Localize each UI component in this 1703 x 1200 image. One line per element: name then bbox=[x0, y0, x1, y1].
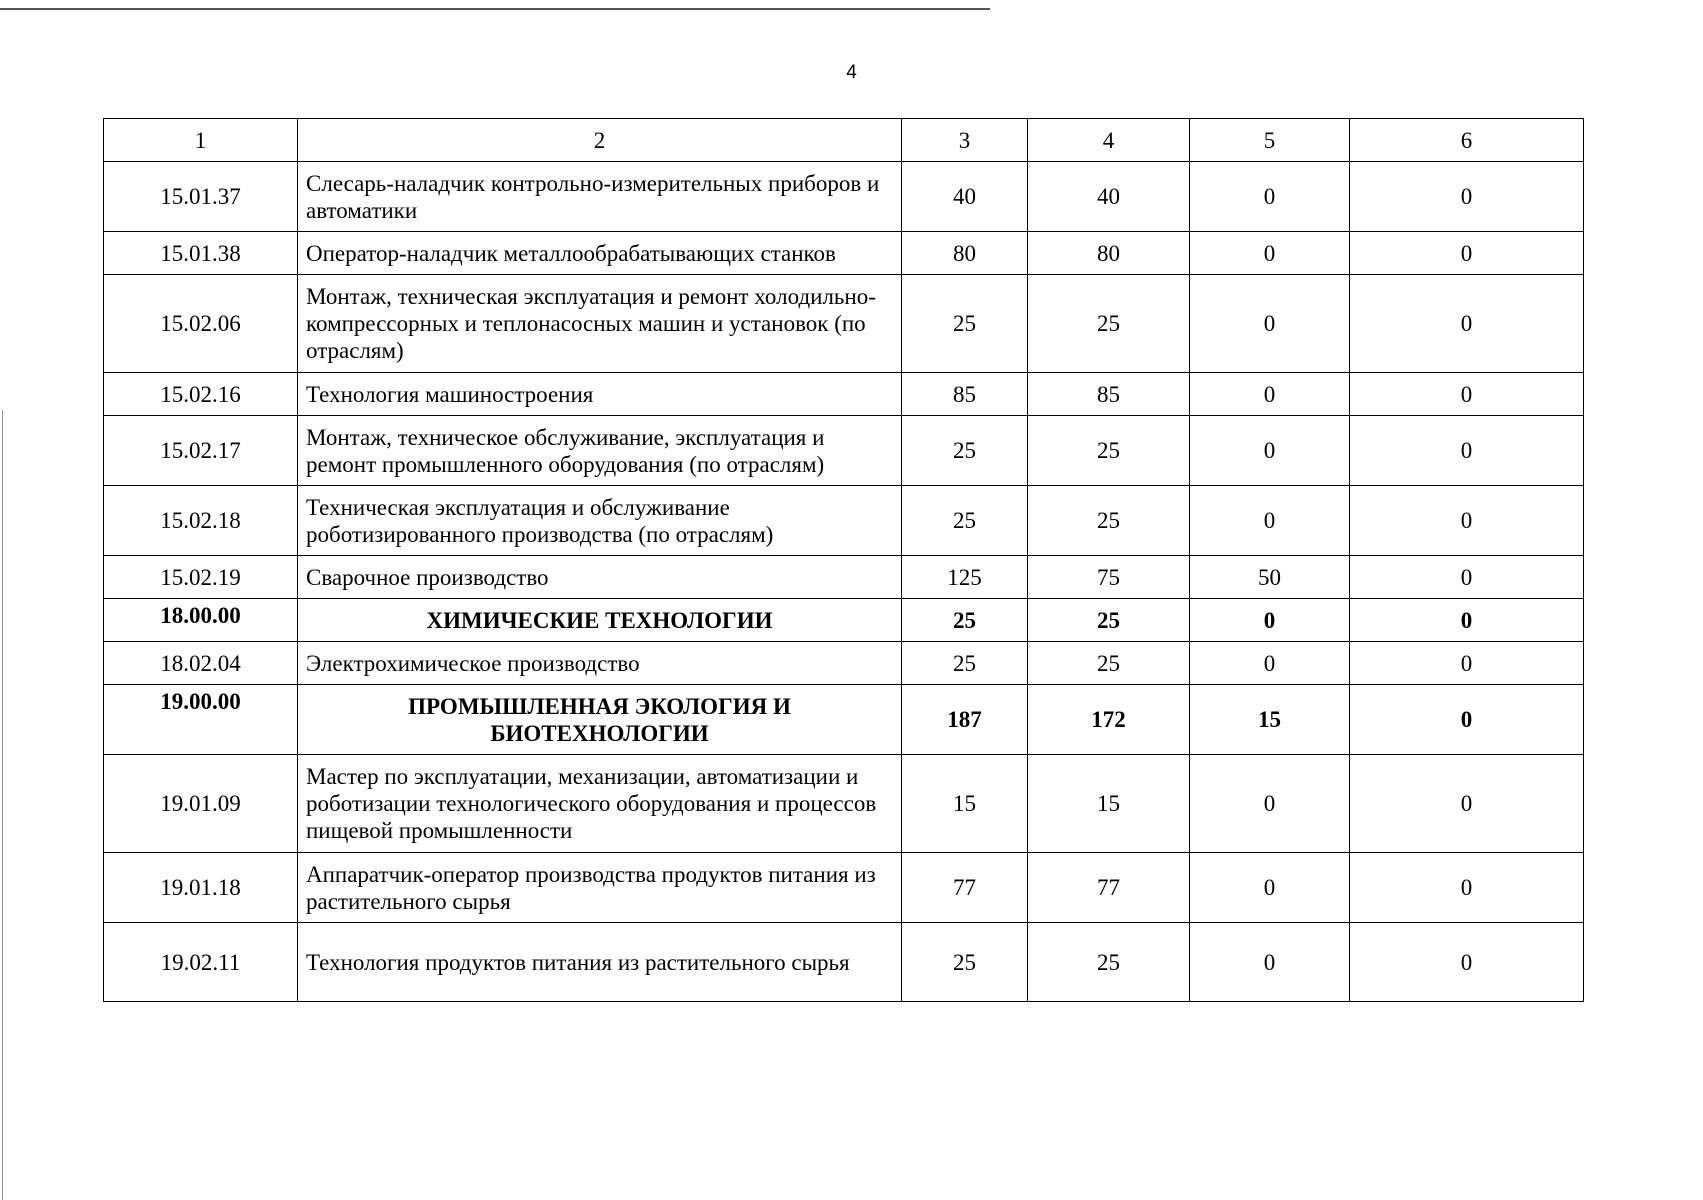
table-row bbox=[104, 486, 1584, 556]
section-row bbox=[104, 599, 1584, 642]
row-name: Мастер по эксплуатации, механизации, автоматизации и роботизации технологического оборудования и процессов пищевой промышленности bbox=[298, 755, 902, 853]
section-col5: 0 bbox=[1190, 599, 1350, 642]
section-row bbox=[104, 685, 1584, 755]
section-col6: 0 bbox=[1350, 685, 1584, 755]
row-col6: 0 bbox=[1350, 162, 1584, 232]
row-name: Технология продуктов питания из растительного сырья bbox=[298, 923, 902, 1002]
section-col3: 187 bbox=[902, 685, 1028, 755]
table-row bbox=[104, 275, 1584, 373]
row-col3: 77 bbox=[902, 853, 1028, 923]
section-col5: 15 bbox=[1190, 685, 1350, 755]
row-col3: 25 bbox=[902, 416, 1028, 486]
header-cell-2: 2 bbox=[298, 119, 902, 162]
table-row bbox=[104, 755, 1584, 853]
header-cell-5: 5 bbox=[1190, 119, 1350, 162]
row-col4: 75 bbox=[1028, 556, 1190, 599]
row-code: 15.01.38 bbox=[104, 232, 298, 275]
row-col3: 85 bbox=[902, 373, 1028, 416]
row-col5: 0 bbox=[1190, 923, 1350, 1002]
row-col6: 0 bbox=[1350, 642, 1584, 685]
row-name: Оператор-наладчик металлообрабатывающих станков bbox=[298, 232, 902, 275]
section-col3: 25 bbox=[902, 599, 1028, 642]
page-number: 4 bbox=[846, 62, 857, 83]
row-col5: 0 bbox=[1190, 755, 1350, 853]
row-name: Монтаж, техническое обслуживание, эксплуатация и ремонт промышленного оборудования (по отраслям) bbox=[298, 416, 902, 486]
row-code: 15.02.19 bbox=[104, 556, 298, 599]
row-col4: 85 bbox=[1028, 373, 1190, 416]
row-col6: 0 bbox=[1350, 853, 1584, 923]
quota-table bbox=[103, 118, 1584, 1002]
table-row bbox=[104, 556, 1584, 599]
row-col5: 0 bbox=[1190, 232, 1350, 275]
row-col6: 0 bbox=[1350, 232, 1584, 275]
row-code: 18.02.04 bbox=[104, 642, 298, 685]
header-cell-3: 3 bbox=[902, 119, 1028, 162]
row-col4: 40 bbox=[1028, 162, 1190, 232]
row-col5: 0 bbox=[1190, 275, 1350, 373]
header-cell-1: 1 bbox=[104, 119, 298, 162]
row-col6: 0 bbox=[1350, 275, 1584, 373]
row-col4: 25 bbox=[1028, 416, 1190, 486]
row-col6: 0 bbox=[1350, 923, 1584, 1002]
row-col4: 25 bbox=[1028, 486, 1190, 556]
row-code: 15.02.17 bbox=[104, 416, 298, 486]
row-col4: 25 bbox=[1028, 642, 1190, 685]
header-cell-4: 4 bbox=[1028, 119, 1190, 162]
row-col6: 0 bbox=[1350, 373, 1584, 416]
section-code: 18.00.00 bbox=[104, 599, 298, 642]
row-name: Монтаж, техническая эксплуатация и ремонт холодильно-компрессорных и теплонасосных машин и установок (по отраслям) bbox=[298, 275, 902, 373]
table-row bbox=[104, 642, 1584, 685]
section-col6: 0 bbox=[1350, 599, 1584, 642]
row-col5: 0 bbox=[1190, 162, 1350, 232]
row-col5: 0 bbox=[1190, 642, 1350, 685]
row-col5: 0 bbox=[1190, 853, 1350, 923]
row-code: 15.01.37 bbox=[104, 162, 298, 232]
row-name: Технология машиностроения bbox=[298, 373, 902, 416]
row-col3: 25 bbox=[902, 642, 1028, 685]
row-col3: 25 bbox=[902, 275, 1028, 373]
table-row bbox=[104, 373, 1584, 416]
table-row bbox=[104, 416, 1584, 486]
row-col5: 0 bbox=[1190, 486, 1350, 556]
row-col4: 15 bbox=[1028, 755, 1190, 853]
section-code: 19.00.00 bbox=[104, 685, 298, 755]
row-name: Электрохимическое производство bbox=[298, 642, 902, 685]
section-title: ХИМИЧЕСКИЕ ТЕХНОЛОГИИ bbox=[298, 599, 902, 642]
row-col3: 80 bbox=[902, 232, 1028, 275]
scan-edge-line-top bbox=[0, 8, 990, 10]
row-col6: 0 bbox=[1350, 416, 1584, 486]
section-col4: 172 bbox=[1028, 685, 1190, 755]
row-code: 15.02.06 bbox=[104, 275, 298, 373]
table-header-row bbox=[104, 119, 1584, 162]
row-col3: 25 bbox=[902, 486, 1028, 556]
row-col6: 0 bbox=[1350, 556, 1584, 599]
row-name: Аппаратчик-оператор производства продуктов питания из растительного сырья bbox=[298, 853, 902, 923]
table-row bbox=[104, 162, 1584, 232]
table-row bbox=[104, 853, 1584, 923]
row-code: 15.02.18 bbox=[104, 486, 298, 556]
row-name: Слесарь-наладчик контрольно-измерительных приборов и автоматики bbox=[298, 162, 902, 232]
row-col5: 0 bbox=[1190, 416, 1350, 486]
row-col5: 0 bbox=[1190, 373, 1350, 416]
table-row bbox=[104, 923, 1584, 1002]
row-col6: 0 bbox=[1350, 486, 1584, 556]
row-code: 19.01.09 bbox=[104, 755, 298, 853]
section-title: ПРОМЫШЛЕННАЯ ЭКОЛОГИЯ И БИОТЕХНОЛОГИИ bbox=[298, 685, 902, 755]
section-col4: 25 bbox=[1028, 599, 1190, 642]
row-col4: 77 bbox=[1028, 853, 1190, 923]
row-col3: 25 bbox=[902, 923, 1028, 1002]
scan-edge-line-left bbox=[2, 410, 3, 1200]
row-col6: 0 bbox=[1350, 755, 1584, 853]
row-col5: 50 bbox=[1190, 556, 1350, 599]
row-col3: 40 bbox=[902, 162, 1028, 232]
row-col4: 80 bbox=[1028, 232, 1190, 275]
row-code: 15.02.16 bbox=[104, 373, 298, 416]
row-name: Техническая эксплуатация и обслуживание роботизированного производства (по отраслям) bbox=[298, 486, 902, 556]
row-col4: 25 bbox=[1028, 923, 1190, 1002]
row-code: 19.01.18 bbox=[104, 853, 298, 923]
row-code: 19.02.11 bbox=[104, 923, 298, 1002]
table-row bbox=[104, 232, 1584, 275]
row-col4: 25 bbox=[1028, 275, 1190, 373]
row-col3: 15 bbox=[902, 755, 1028, 853]
row-col3: 125 bbox=[902, 556, 1028, 599]
row-name: Сварочное производство bbox=[298, 556, 902, 599]
header-cell-6: 6 bbox=[1350, 119, 1584, 162]
